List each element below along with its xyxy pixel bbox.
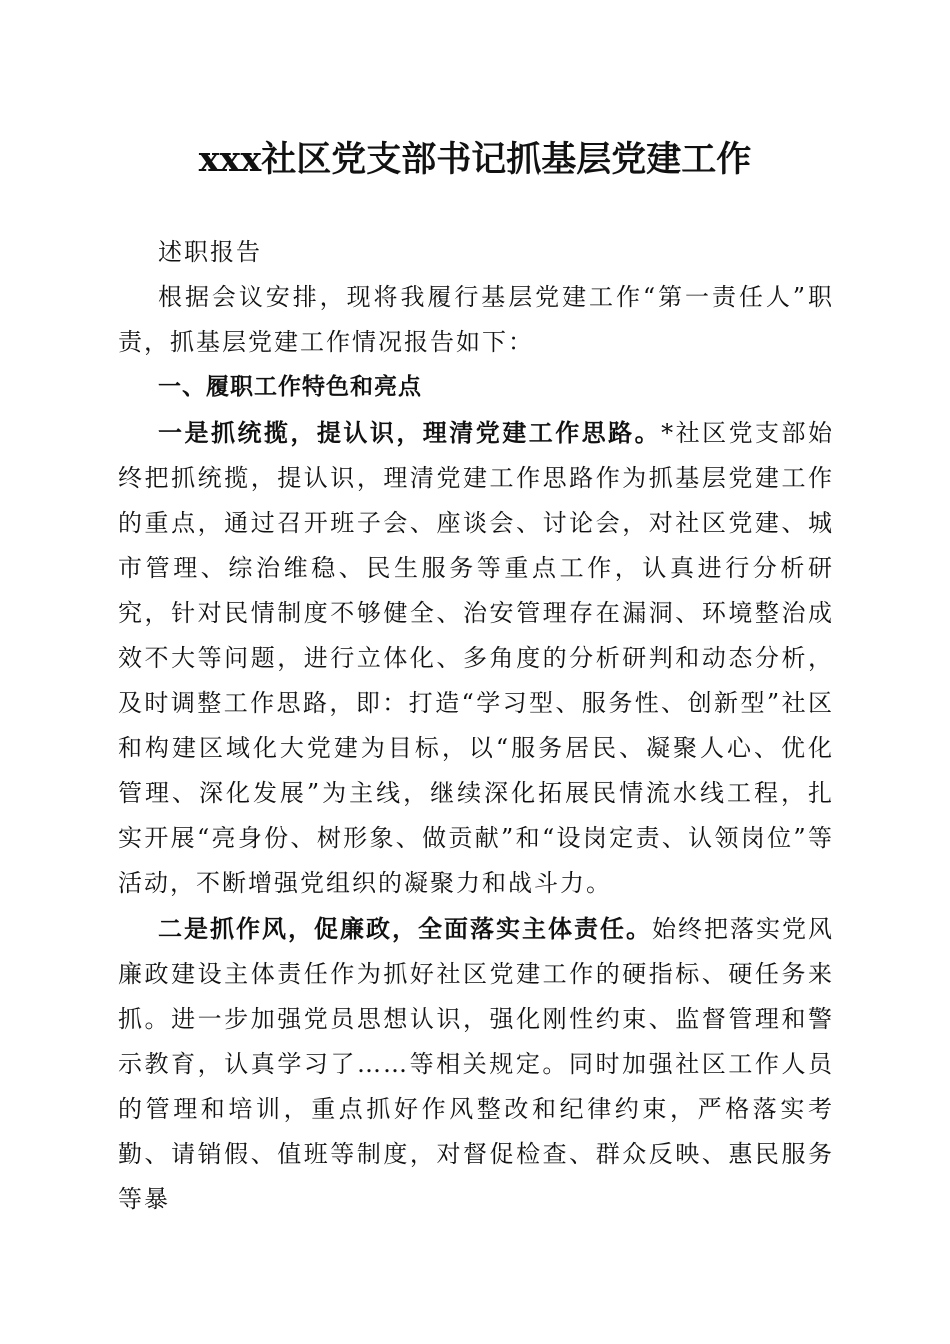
body-paragraph — [118, 906, 834, 1222]
body-paragraph — [118, 410, 834, 906]
document-subtitle: 述职报告 — [158, 238, 262, 266]
paragraph-text: *社区党支部始终把抓统揽，提认识，理清党建工作思路作为抓基层党建工作的重点，通过召开班子会、座谈会、讨论会，对社区党建、城市管理、综治维稳、民生服务等重点工作，认真进行分析研究，针对民情制度不够健全、治安管理存在漏洞、环境整治成效不大等问题，进行立体化、多角度的分析研判和动态分析，及时调整工作思路，即：打造“学习型、服务性、创新型”社区和构建区域化大党建为目标，以“服务居民、凝聚人心、优化管理、深化发展”为主线，继续深化拓展民情流水线工程，扎实开展“亮身份、树形象、做贡献”和“设岗定责、认领岗位”等活动，不断增强党组织的凝聚力和战斗力。 — [118, 419, 835, 897]
paragraph-text: 始终把落实党风廉政建设主体责任作为抓好社区党建工作的硬指标、硬任务来抓。进一步加强党员思想认识，强化刚性约束、监督管理和警示教育，认真学习了……等相关规定。同时加强社区工作人员的管理和培训，重点抓好作风整改和纪律约束，严格落实考勤、请销假、值班等制度，对督促检查、群众反映、惠民服务等暴 — [118, 915, 834, 1213]
paragraph-lead: 二是抓作风，促廉政，全面落实主体责任。 — [158, 914, 652, 943]
paragraph-lead: 一是抓统揽，提认识，理清党建工作思路。 — [158, 418, 662, 447]
section-heading: 一、履职工作特色和亮点 — [158, 374, 422, 400]
document-body — [118, 230, 834, 1222]
document-title: xxx社区党支部书记抓基层党建工作 — [198, 139, 752, 180]
intro-paragraph: 根据会议安排，现将我履行基层党建工作“第一责任人”职责，抓基层党建工作情况报告如下： — [118, 283, 834, 356]
